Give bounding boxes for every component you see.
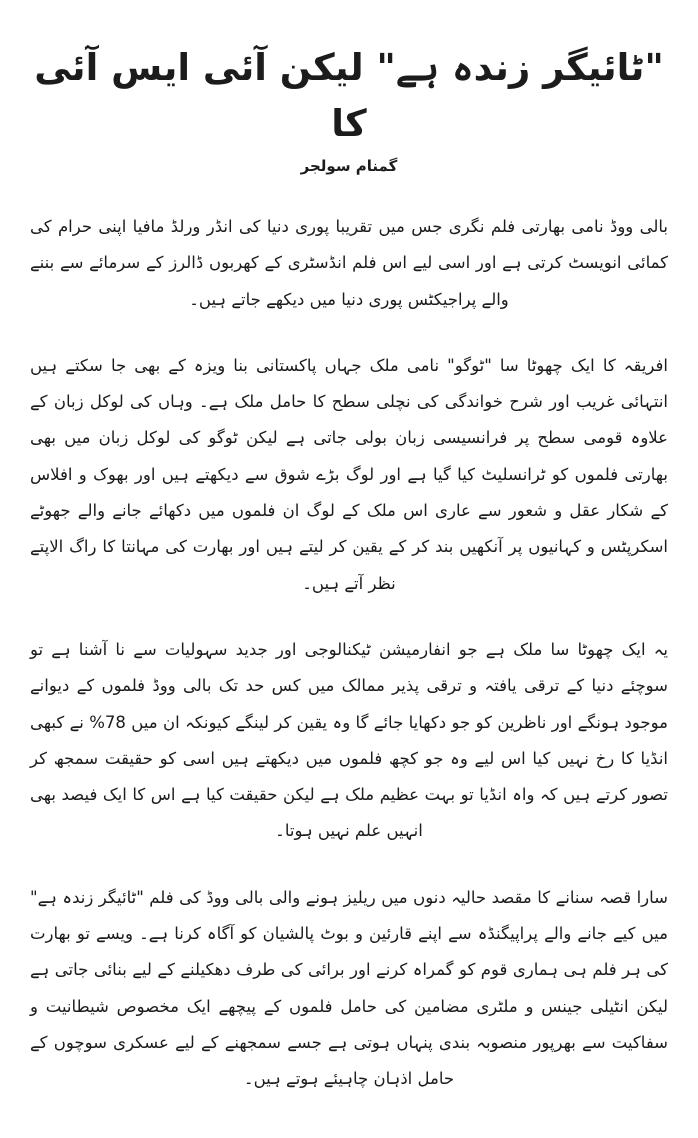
article-byline: گمنام سولجر — [300, 157, 398, 175]
article-body — [30, 209, 668, 1098]
paragraph-audience-perception: یہ ایک چھوٹا سا ملک ہے جو انفارمیشن ٹیکنالوجی اور جدید سہولیات سے نا آشنا ہے تو سوچئے دنیا کے ترقی یافتہ و ترقی پذیر ممالک میں کس حد تک بالی ووڈ فلموں کے دیوانے موجود ہونگے اور ناظرین کو جو دکھایا جائے گا وہ یقین کر لینگے کیونکہ ان میں 78% نے کبھی انڈیا کا رخ نہیں کیا اس لیے وہ جو کچھ فلموں میں دیکھتے ہیں اسی کو حقیقت سمجھ کر تصور کرتے ہیں کہ واہ انڈیا تو بہت عظیم ملک ہے لیکن حقیقت کیا ہے اس کا ایک فیصد بھی انہیں علم نہیں ہوتا۔ — [30, 639, 668, 841]
paragraph-intro-bollywood: بالی ووڈ نامی بھارتی فلم نگری جس میں تقریبا پوری دنیا کی انڈر ورلڈ مافیا اپنی حرام کی کمائی انویسٹ کرتی ہے اور اسی لیے اس فلم انڈسٹری کے کھربوں ڈالرز کے سرمائے سے بننے والے پراجیکٹس پوری دنیا میں دیکھے جاتے ہیں۔ — [30, 217, 668, 309]
article-title: "ٹائیگر زندہ ہے" لیکن آئی ایس آئی کا — [34, 46, 664, 145]
paragraph-togo-example: افریقہ کا ایک چھوٹا سا "ٹوگو" نامی ملک جہاں پاکستانی بنا ویزہ کے بھی جا سکتے ہیں انتہائی غریب اور شرح خواندگی کی نچلی سطح کا حامل ملک ہے۔ وہاں کی لوکل زبان کے علاوہ قومی سطح پر فرانسیسی زبان بولی جاتی ہے لیکن ٹوگو کی لوکل زبان میں بھی بھارتی فلموں کو ٹرانسلیٹ کیا گیا ہے اور لوگ بڑے شوق سے دیکھتے ہیں اور بھوک و افلاس کے شکار عقل و شعور سے عاری اس ملک کے لوگ ان فلموں میں دکھائے جانے والے جھوٹے اسکرپٹس و کہانیوں پر آنکھیں بند کر کے یقین کر لیتے ہیں اور بھارت کی مہانتا کا راگ الاپتے نظر آتے ہیں۔ — [30, 355, 668, 593]
paragraph-purpose-tiger-zinda-hai: سارا قصہ سنانے کا مقصد حالیہ دنوں میں ریلیز ہونے والی بالی ووڈ کی فلم "ٹائیگر زندہ ہے" میں کیے جانے والے پراپیگنڈہ سے اپنے قارئین و بوٹ پالشیان کو آگاہ کرنا ہے۔ ویسے تو بھارت کی ہر فلم ہی ہماری قوم کو گمراہ کرنے اور برائی کی طرف دھکیلنے کے لیے بنائی جاتی ہے لیکن انٹیلی جینس و ملٹری مضامین کی حامل فلموں کے پیچھے ایک مخصوص شیطانیت و سفاکیت سے بھرپور منصوبہ بندی پنہاں ہوتی ہے جسے سمجھنے کے لیے عسکری سوچوں کے حامل اذہان چاہیئے ہوتے ہیں۔ — [30, 887, 668, 1089]
